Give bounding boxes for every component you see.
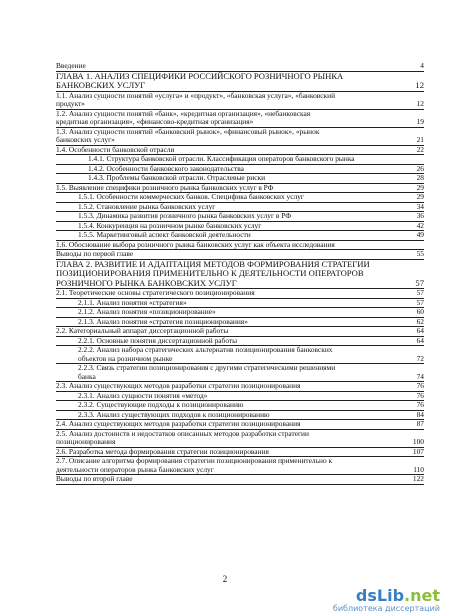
toc-entry-text: 1.5.5. Маркетинговый аспект банковской деятельности bbox=[78, 231, 251, 240]
toc-line bbox=[56, 299, 424, 309]
toc-line bbox=[56, 110, 424, 119]
page-number: 2 bbox=[222, 574, 228, 584]
toc-line bbox=[56, 260, 424, 270]
toc-line bbox=[56, 184, 424, 194]
toc-line bbox=[56, 430, 424, 439]
toc-entry-text: 2.7. Описание алгоритма формирования стратегии позиционирования применительно к bbox=[56, 457, 333, 466]
toc-entry-page: 62 bbox=[416, 317, 424, 326]
toc-line bbox=[56, 438, 424, 448]
toc-entry-page: 19 bbox=[416, 118, 424, 127]
toc-entry-page: 28 bbox=[416, 174, 424, 183]
toc-entry-page: 12 bbox=[415, 81, 424, 91]
toc-line bbox=[56, 250, 424, 260]
toc-entry-text: 2.3.1. Анализ сущности понятия «метод» bbox=[78, 391, 208, 400]
toc-entry-page: 26 bbox=[416, 164, 424, 173]
watermark-subtitle: библиотека диссертаций bbox=[332, 604, 440, 613]
toc-entry-text: 1.2. Анализ сущности понятий «банк», «кредитная организация», «небанковская bbox=[56, 109, 311, 118]
toc-entry-text: кредитная организация», «финансово-кредитная организация» bbox=[56, 118, 254, 127]
toc-entry-text: 1.4.1. Структура банковской отрасли. Классификация операторов банковского рынка bbox=[88, 155, 355, 164]
toc-entry-text: 2.1. Теоретические основы стратегического позиционирования bbox=[56, 289, 255, 298]
toc-entry-text: 1.1. Анализ сущности понятий «услуга» и «продукт», «банковская услуга», «банковский bbox=[56, 91, 336, 100]
toc-line bbox=[56, 136, 424, 146]
toc-entry-page: 84 bbox=[416, 410, 424, 419]
toc-entry-page: 12 bbox=[416, 100, 424, 109]
toc-entry-page: 72 bbox=[416, 354, 424, 363]
toc-line bbox=[56, 212, 424, 222]
toc-entry-text: РОЗНИЧНОГО РЫНКА БАНКОВСКИХ УСЛУГ bbox=[56, 278, 237, 288]
toc-entry-page: 36 bbox=[416, 212, 424, 221]
toc-entry-page: 76 bbox=[416, 401, 424, 410]
toc-line bbox=[56, 279, 424, 290]
toc-line bbox=[56, 155, 424, 164]
toc-entry-text: 1.5. Выявление специфики розничного рынка банковских услуг в РФ bbox=[56, 183, 274, 192]
toc-entry-page: 76 bbox=[416, 391, 424, 400]
toc-entry-text: 2.2.3. Связь стратегии позиционирования с другими стратегическими решениями bbox=[78, 364, 336, 373]
toc-entry-page: 21 bbox=[416, 136, 424, 145]
toc-entry-text: 2.6. Разработка метода формирования стратегии позиционирования bbox=[56, 447, 269, 456]
toc-entry-page: 55 bbox=[416, 250, 424, 259]
toc-entry-text: БАНКОВСКИХ УСЛУГ bbox=[56, 81, 146, 91]
toc-entry-text: Введение bbox=[56, 62, 86, 70]
toc-line bbox=[56, 118, 424, 128]
toc-entry-page: 100 bbox=[412, 438, 424, 447]
toc-entry-text: 1.4.3. Проблемы банковской отрасли. Отраслевые риски bbox=[88, 174, 266, 183]
toc-entry-page: 4 bbox=[420, 62, 424, 70]
watermark-logo bbox=[333, 588, 440, 614]
toc-entry-text: ГЛАВА 2. РАЗВИТИЕ И АДАПТАЦИЯ МЕТОДОВ ФОРМИРОВАНИЯ СТРАТЕГИИ bbox=[56, 259, 370, 269]
toc-entry-page: 110 bbox=[413, 465, 424, 474]
watermark-brand-b: .net bbox=[404, 586, 440, 605]
toc-entry-page: 60 bbox=[416, 308, 424, 317]
toc-line bbox=[56, 165, 424, 175]
toc-line bbox=[56, 241, 424, 250]
toc-entry-text: продукт» bbox=[56, 100, 86, 109]
toc-line bbox=[56, 420, 424, 430]
watermark-brand-a: dsLib bbox=[355, 586, 405, 605]
toc-entry-page: 57 bbox=[416, 289, 424, 298]
toc-line bbox=[56, 92, 424, 101]
toc-line bbox=[56, 448, 424, 458]
toc-entry-page: 107 bbox=[412, 447, 424, 456]
toc-entry-page: 42 bbox=[416, 221, 424, 230]
toc-entry-page: 122 bbox=[412, 475, 424, 484]
toc-entry-page: 22 bbox=[416, 145, 424, 154]
toc-entry-text: 1.4.2. Особенности банковского законодательства bbox=[88, 164, 244, 173]
toc-entry-text: ГЛАВА 1. АНАЛИЗ СПЕЦИФИКИ РОССИЙСКОГО РОЗНИЧНОГО РЫНКА bbox=[56, 71, 344, 81]
toc-line bbox=[56, 364, 424, 373]
toc-entry-page: 76 bbox=[416, 382, 424, 391]
toc-entry-text: 1.5.4. Конкуренция на розничном рынке банковских услуг bbox=[78, 221, 262, 230]
toc-entry-text: 2.2.2. Анализ набора стратегических альтернатив позиционирования банковских bbox=[78, 346, 333, 355]
toc-line bbox=[56, 382, 424, 392]
toc-entry-text: 2.2. Категориальный аппарат диссертационной работы bbox=[56, 327, 229, 336]
toc-line bbox=[56, 308, 424, 318]
toc-entry-text: 2.1.1. Анализ понятия «стратегия» bbox=[78, 298, 187, 307]
toc-entry-page: 87 bbox=[416, 420, 424, 429]
toc-line bbox=[56, 475, 424, 485]
toc-entry-page: 57 bbox=[416, 298, 424, 307]
toc-entry-page: 64 bbox=[416, 336, 424, 345]
toc-line bbox=[56, 457, 424, 466]
toc-entry-text: 2.1.3. Анализ понятия «стратегия позиционирования» bbox=[78, 317, 248, 326]
toc-entry-page: 49 bbox=[416, 231, 424, 240]
toc-line bbox=[56, 318, 424, 328]
toc-line bbox=[56, 100, 424, 110]
toc-entry-text: 2.3.3. Анализ существующих подходов к позиционированию bbox=[78, 410, 270, 419]
toc-line bbox=[56, 466, 424, 476]
toc-entry-text: 1.5.2. Становление рынка банковских услуг bbox=[78, 202, 216, 211]
toc-line bbox=[56, 62, 424, 72]
toc-entry-text: 2.5. Анализ достоинств и недостатков описанных методов разработки стратегии bbox=[56, 429, 309, 438]
toc-entry-page: 34 bbox=[416, 202, 424, 211]
toc-line bbox=[56, 392, 424, 402]
toc-entry-text: 1.5.3. Динамика развития розничного рынка банковских услуг в РФ bbox=[78, 212, 292, 221]
toc-entry-page: 29 bbox=[416, 183, 424, 192]
toc-entry-text: ПОЗИЦИОНИРОВАНИЯ ПРИМЕНИТЕЛЬНО К ДЕЯТЕЛЬНОСТИ ОПЕРАТОРОВ bbox=[56, 269, 364, 279]
toc-entry-text: 1.6. Обоснование выбора розничного рынка банковских услуг как объекта исследования bbox=[56, 240, 335, 249]
toc-line bbox=[56, 355, 424, 365]
table-of-contents bbox=[56, 62, 424, 485]
toc-line bbox=[56, 203, 424, 213]
toc-entry-text: 2.3.2. Существующие подходы к позиционированию bbox=[78, 401, 244, 410]
toc-entry-text: 2.4. Анализ существующих методов разработки стратегии позиционирования bbox=[56, 420, 301, 429]
toc-entry-text: банка bbox=[78, 372, 96, 381]
toc-entry-text: Выводы по первой главе bbox=[56, 250, 134, 259]
toc-entry-page: 57 bbox=[415, 278, 424, 288]
toc-line bbox=[56, 346, 424, 355]
toc-entry-text: 2.2.1. Основные понятия диссертационной работы bbox=[78, 336, 238, 345]
toc-entry-text: 2.1.2. Анализ понятия «позиционирование» bbox=[78, 308, 216, 317]
toc-line bbox=[56, 128, 424, 137]
toc-entry-text: деятельности операторов рынка банковских услуг bbox=[56, 465, 214, 474]
toc-entry-page: 74 bbox=[416, 372, 424, 381]
toc-entry-text: позиционирования bbox=[56, 438, 116, 447]
toc-line bbox=[56, 373, 424, 383]
toc-entry-text: 2.3. Анализ существующих методов разработки стратегии позиционирования bbox=[56, 382, 301, 391]
toc-line bbox=[56, 327, 424, 337]
toc-line bbox=[56, 81, 424, 92]
toc-line bbox=[56, 289, 424, 299]
toc-line bbox=[56, 146, 424, 156]
toc-entry-text: 1.4. Особенности банковской отрасли bbox=[56, 145, 175, 154]
toc-line bbox=[56, 193, 424, 203]
toc-line bbox=[56, 174, 424, 184]
toc-entry-text: объектов на розничном рынке bbox=[78, 354, 173, 363]
toc-entry-text: Выводы по второй главе bbox=[56, 475, 133, 484]
toc-line bbox=[56, 72, 424, 82]
toc-entry-text: 1.3. Анализ сущности понятий «банковский рынок», «финансовый рынок», «рынок bbox=[56, 127, 320, 136]
toc-line bbox=[56, 269, 424, 279]
toc-line bbox=[56, 231, 424, 241]
toc-line bbox=[56, 411, 424, 421]
toc-line bbox=[56, 337, 424, 347]
toc-line bbox=[56, 401, 424, 411]
toc-entry-page: 29 bbox=[416, 193, 424, 202]
toc-entry-page: 64 bbox=[416, 327, 424, 336]
toc-line bbox=[56, 222, 424, 232]
toc-entry-text: 1.5.1. Особенности коммерческих банков. Специфика банковских услуг bbox=[78, 193, 304, 202]
toc-entry-text: банковских услуг» bbox=[56, 136, 115, 145]
